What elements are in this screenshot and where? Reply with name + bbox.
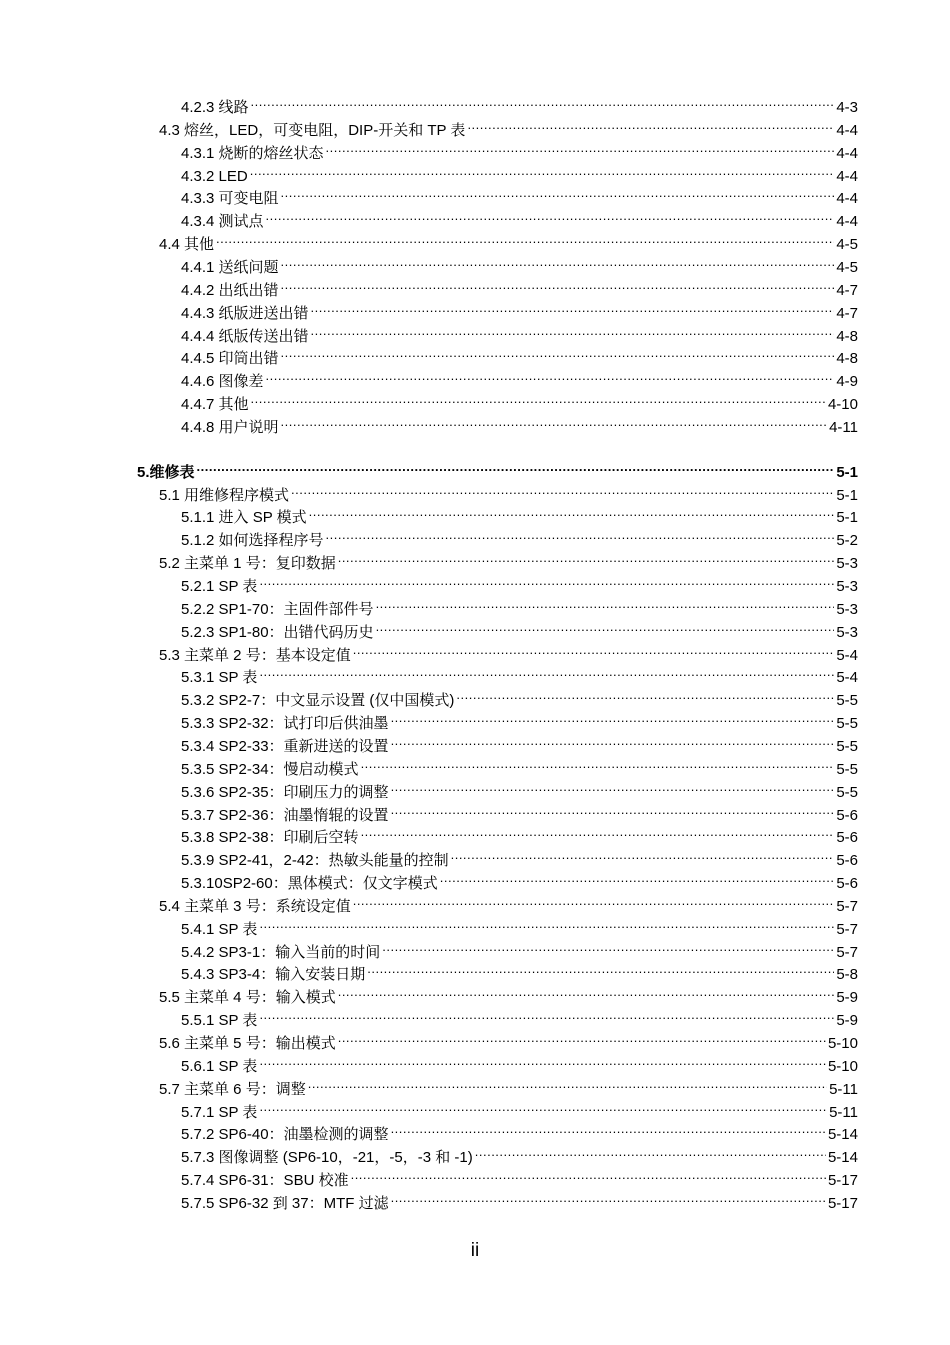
toc-dot-leader <box>291 478 834 500</box>
toc-entry-page: 5-6 <box>836 875 858 893</box>
toc-dot-leader <box>391 798 835 820</box>
toc-entry-page: 4-4 <box>836 144 858 162</box>
toc-dot-leader <box>376 592 835 614</box>
toc-section-entry[interactable] <box>159 546 858 573</box>
toc-entry-title: 5.4.3 SP3-4：输入安装日期 <box>181 966 366 984</box>
toc-entry-page: 5-5 <box>836 715 858 733</box>
toc-dot-leader <box>391 706 835 728</box>
toc-entry-title: 5.7.3 图像调整 (SP6-10，-21，-5，-3 和 -1) <box>181 1149 473 1167</box>
toc-dot-leader <box>259 660 834 682</box>
toc-entry-title: 4.3.4 测试点 <box>181 213 264 231</box>
toc-entry-page: 4-3 <box>836 99 858 116</box>
toc-entry-page: 5-3 <box>836 555 858 573</box>
toc-dot-leader <box>251 90 835 112</box>
toc-subsection-entry[interactable] <box>181 1049 858 1075</box>
toc-dot-leader <box>259 1049 826 1071</box>
toc-dot-leader <box>259 912 834 934</box>
toc-dot-leader <box>251 387 826 409</box>
toc-subsection-entry[interactable] <box>181 1003 858 1030</box>
toc-subsection-entry[interactable] <box>181 706 858 733</box>
toc-entry-page: 4-10 <box>827 396 858 414</box>
toc-entry-title: 5.1.1 进入 SP 模式 <box>181 509 307 527</box>
toc-dot-leader <box>259 1003 834 1025</box>
toc-entry-title: 4.3.2 LED <box>181 167 248 185</box>
toc-dot-leader <box>391 775 835 797</box>
toc-entry-page: 5-5 <box>836 692 858 710</box>
toc-entry-page: 4-9 <box>836 373 858 391</box>
page-number: ii <box>470 1240 480 1261</box>
toc-entry-page: 5-9 <box>836 989 858 1007</box>
toc-subsection-entry[interactable] <box>181 296 858 322</box>
toc-section-entry[interactable] <box>159 478 858 504</box>
toc-entry-page: 5-5 <box>836 783 858 801</box>
toc-dot-leader <box>361 752 835 774</box>
toc-entry-title: 4.4.5 印筒出错 <box>181 350 279 368</box>
toc-subsection-entry[interactable] <box>181 1117 858 1144</box>
toc-entry-page: 5-7 <box>836 897 858 915</box>
toc-entry-title: 5.3.6 SP2-35：印刷压力的调整 <box>181 783 389 801</box>
toc-dot-leader <box>259 1095 827 1117</box>
toc-subsection-entry[interactable] <box>181 569 858 595</box>
toc-dot-leader <box>308 1072 827 1094</box>
toc-dot-leader <box>309 500 835 522</box>
toc-dot-leader <box>391 729 835 751</box>
toc-dot-leader <box>266 364 835 386</box>
toc-dot-leader <box>338 546 835 568</box>
toc-dot-leader <box>391 1186 826 1208</box>
toc-subsection-entry[interactable] <box>181 136 858 162</box>
toc-dot-leader <box>281 250 835 272</box>
toc-entry-title: 4.4.2 出纸出错 <box>181 281 279 299</box>
toc-entry-title: 5.4.1 SP 表 <box>181 920 258 938</box>
toc-entry-title: 4.4.8 用户说明 <box>181 418 279 436</box>
toc-subsection-entry[interactable] <box>181 752 858 778</box>
toc-entry-title: 5.5.1 SP 表 <box>181 1012 258 1030</box>
toc-dot-leader <box>367 957 834 979</box>
toc-subsection-entry[interactable] <box>181 592 858 618</box>
toc-entry-title: 4.4.1 送纸问题 <box>181 258 279 276</box>
toc-entry-title: 4.4.4 纸版传送出错 <box>181 327 309 345</box>
toc-entry-title: 5.3 主菜单 2 号：基本设定值 <box>159 646 351 664</box>
toc-dot-leader <box>281 181 835 203</box>
toc-entry-title: 4.3 熔丝，LED，可变电阻，DIP-开关和 TP 表 <box>159 121 466 139</box>
toc-section-entry[interactable] <box>159 1072 858 1098</box>
toc-entry-title: 5.2.3 SP1-80：出错代码历史 <box>181 623 374 641</box>
toc-entry-page: 5-3 <box>836 600 858 618</box>
toc-dot-leader <box>197 455 835 477</box>
toc-subsection-entry[interactable] <box>181 957 858 984</box>
toc-entry-title: 4.4.3 纸版进送出错 <box>181 304 309 322</box>
toc-entry-page: 4-5 <box>836 236 858 254</box>
toc-entry-title: 5.维修表 <box>137 463 195 481</box>
toc-entry-page: 4-11 <box>829 418 858 436</box>
toc-entry-page: 5-8 <box>836 966 858 984</box>
toc-dot-leader <box>281 410 828 432</box>
toc-entry-page: 5-4 <box>836 646 858 664</box>
toc-subsection-entry[interactable] <box>181 660 858 687</box>
toc-dot-leader <box>311 296 835 318</box>
toc-dot-leader <box>250 159 835 181</box>
toc-entry-title: 5.2.1 SP 表 <box>181 578 258 595</box>
toc-entry-title: 5.7.5 SP6-32 到 37：MTF 过滤 <box>181 1194 389 1212</box>
toc-dot-leader <box>281 273 835 295</box>
toc-entry-page: 4-4 <box>836 167 858 185</box>
toc-entry-page: 4-4 <box>836 121 858 139</box>
toc-entry-title: 4.3.3 可变电阻 <box>181 190 279 208</box>
toc-entry-title: 4.4.7 其他 <box>181 396 249 414</box>
toc-subsection-entry[interactable] <box>181 615 858 641</box>
toc-entry-page: 5-10 <box>827 1035 858 1052</box>
toc-subsection-entry[interactable] <box>181 1163 858 1190</box>
toc-subsection-entry[interactable] <box>181 159 858 185</box>
toc-dot-leader <box>326 523 835 545</box>
toc-entry-page: 5-5 <box>836 760 858 778</box>
toc-entry-page: 5-1 <box>836 463 858 481</box>
toc-dot-leader <box>376 615 835 637</box>
toc-entry-page: 5-14 <box>827 1149 858 1167</box>
toc-section-entry[interactable] <box>159 113 858 139</box>
toc-dot-leader <box>326 136 835 158</box>
toc-entry-title: 5.7 主菜单 6 号：调整 <box>159 1080 306 1098</box>
toc-entry-page: 4-4 <box>836 213 858 231</box>
toc-dot-leader <box>338 1026 826 1048</box>
toc-entry-page: 5-9 <box>836 1012 858 1030</box>
toc-subsection-entry[interactable] <box>181 410 858 436</box>
toc-entry-page: 4-7 <box>836 281 858 299</box>
toc-section-entry[interactable] <box>159 227 858 254</box>
toc-entry-title: 5.3.7 SP2-36：油墨惰辊的设置 <box>181 806 389 824</box>
toc-entry-title: 5.4.2 SP3-1：输入当前的时间 <box>181 943 381 961</box>
toc-dot-leader <box>353 889 835 911</box>
toc-section-entry[interactable] <box>159 889 858 915</box>
toc-entry-title: 5.3.10SP2-60：黑体模式：仅文字模式 <box>181 875 438 893</box>
toc-entry-title: 4.2.3 线路 <box>181 99 249 116</box>
toc-entry-title: 5.3.2 SP2-7：中文显示设置 (仅中国模式) <box>181 692 455 710</box>
toc-entry-title: 5.2.2 SP1-70：主固件部件号 <box>181 600 374 618</box>
toc-subsection-entry[interactable] <box>181 775 858 801</box>
toc-subsection-entry[interactable] <box>181 181 858 208</box>
toc-subsection-entry[interactable] <box>181 1095 858 1121</box>
toc-entry-title: 5.3.1 SP 表 <box>181 669 258 687</box>
toc-entry-page: 5-11 <box>829 1080 858 1098</box>
toc-entry-title: 5.7.2 SP6-40：油墨检测的调整 <box>181 1126 389 1144</box>
toc-dot-leader <box>351 1163 826 1185</box>
toc-entry-page: 5-5 <box>836 737 858 755</box>
toc-section-entry[interactable] <box>159 638 858 664</box>
toc-subsection-entry[interactable] <box>181 523 858 550</box>
toc-entry-title: 5.6 主菜单 5 号：输出模式 <box>159 1035 336 1052</box>
toc-dot-leader <box>451 843 835 865</box>
toc-subsection-entry[interactable] <box>181 387 858 414</box>
toc-subsection-entry[interactable] <box>181 729 858 755</box>
toc-entry-page: 5-6 <box>836 806 858 824</box>
toc-dot-leader <box>266 204 835 226</box>
toc-entry-title: 5.3.4 SP2-33：重新进送的设置 <box>181 737 389 755</box>
toc-dot-leader <box>391 1117 826 1139</box>
toc-subsection-entry[interactable] <box>181 90 858 116</box>
toc-dot-leader <box>338 980 835 1002</box>
toc-dot-leader <box>216 227 834 249</box>
toc-subsection-entry[interactable] <box>181 1186 858 1212</box>
toc-entry-page: 4-5 <box>836 258 858 276</box>
toc-dot-leader <box>311 319 835 341</box>
toc-dot-leader <box>382 935 834 957</box>
toc-subsection-entry[interactable] <box>181 1140 858 1167</box>
toc-dot-leader <box>259 569 834 591</box>
toc-subsection-entry[interactable] <box>181 820 858 847</box>
toc-entry-page: 4-8 <box>836 350 858 368</box>
toc-subsection-entry[interactable] <box>181 204 858 231</box>
toc-entry-page: 5-6 <box>836 852 858 870</box>
toc-entry-title: 5.5 主菜单 4 号：输入模式 <box>159 989 336 1007</box>
toc-entry-page: 5-1 <box>836 509 858 527</box>
toc-entry-page: 5-3 <box>836 623 858 641</box>
toc-entry-title: 5.2 主菜单 1 号：复印数据 <box>159 555 336 573</box>
toc-subsection-entry[interactable] <box>181 935 858 961</box>
toc-entry-title: 5.3.3 SP2-32：试打印后供油墨 <box>181 715 389 733</box>
toc-dot-leader <box>475 1140 826 1162</box>
toc-dot-leader <box>361 820 835 842</box>
toc-entry-title: 5.3.9 SP2-41，2-42：热敏头能量的控制 <box>181 852 449 870</box>
toc-entry-page: 5-1 <box>836 486 858 504</box>
toc-entry-page: 5-10 <box>827 1057 858 1075</box>
toc-entry-page: 5-4 <box>836 669 858 687</box>
toc-section-entry[interactable] <box>159 1026 858 1052</box>
toc-entry-title: 5.4 主菜单 3 号：系统设定值 <box>159 897 351 915</box>
toc-subsection-entry[interactable] <box>181 912 858 938</box>
toc-subsection-entry[interactable] <box>181 341 858 368</box>
toc-entry-title: 5.1.2 如何选择程序号 <box>181 532 324 550</box>
toc-entry-title: 5.1 用维修程序模式 <box>159 486 290 504</box>
toc-entry-page: 5-6 <box>836 829 858 847</box>
toc-entry-title: 5.6.1 SP 表 <box>181 1057 258 1075</box>
toc-entry-page: 5-14 <box>827 1126 858 1144</box>
toc-entry-page: 5-11 <box>829 1103 858 1121</box>
toc-entry-page: 5-3 <box>836 578 858 595</box>
toc-subsection-entry[interactable] <box>181 843 858 870</box>
toc-subsection-entry[interactable] <box>181 866 858 893</box>
toc-entry-title: 5.7.1 SP 表 <box>181 1103 258 1121</box>
toc-entry-page: 4-8 <box>836 327 858 345</box>
toc-dot-leader <box>353 638 835 660</box>
toc-entry-page: 5-7 <box>836 920 858 938</box>
toc-dot-leader <box>456 683 834 705</box>
toc-dot-leader <box>467 113 834 135</box>
toc-entry-title: 4.3.1 烧断的熔丝状态 <box>181 144 324 162</box>
toc-entry-title: 5.3.8 SP2-38：印刷后空转 <box>181 829 359 847</box>
toc-subsection-entry[interactable] <box>181 683 858 710</box>
toc-entry-page: 5-7 <box>836 943 858 961</box>
toc-entry-page: 5-17 <box>827 1172 858 1190</box>
toc-dot-leader <box>440 866 835 888</box>
toc-entry-title: 4.4.6 图像差 <box>181 373 264 391</box>
toc-chapter-entry[interactable] <box>137 455 858 481</box>
toc-subsection-entry[interactable] <box>181 319 858 345</box>
toc-subsection-entry[interactable] <box>181 798 858 824</box>
toc-entry-page: 4-7 <box>836 304 858 322</box>
toc-entry-title: 5.3.5 SP2-34：慢启动模式 <box>181 760 359 778</box>
toc-entry-page: 5-2 <box>836 532 858 550</box>
toc-entry-page: 4-4 <box>836 190 858 208</box>
toc-subsection-entry[interactable] <box>181 500 858 527</box>
toc-subsection-entry[interactable] <box>181 364 858 391</box>
toc-dot-leader <box>281 341 835 363</box>
toc-entry-title: 5.7.4 SP6-31：SBU 校准 <box>181 1172 349 1190</box>
toc-subsection-entry[interactable] <box>181 250 858 276</box>
toc-entry-page: 5-17 <box>827 1194 858 1212</box>
toc-entry-title: 4.4 其他 <box>159 236 215 254</box>
toc-subsection-entry[interactable] <box>181 273 858 299</box>
toc-section-entry[interactable] <box>159 980 858 1007</box>
